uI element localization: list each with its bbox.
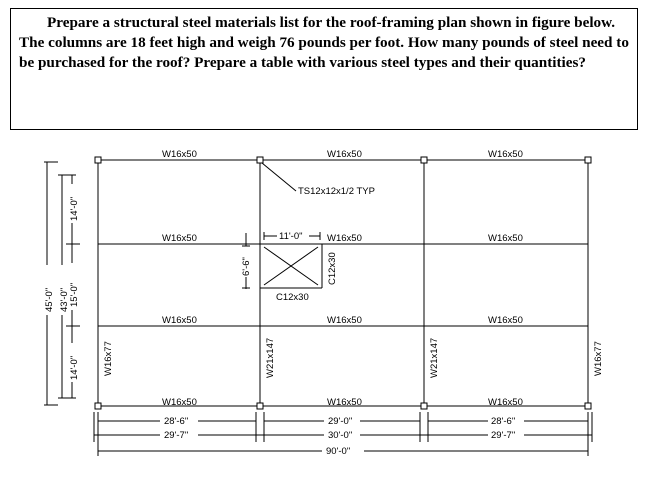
beam-label: W16x50 [327,149,362,160]
left-dim-bay3: 14'-0" [69,355,80,380]
girder-label: W16x77 [103,341,114,376]
beam-label: W16x50 [162,315,197,326]
column [95,157,101,163]
beam-label: W16x50 [162,149,197,160]
opening-height-dim: 6'-6" [241,257,252,276]
beam-label: W16x50 [327,233,362,244]
column [421,157,427,163]
column [95,403,101,409]
opening-width-dim: 11'-0" [279,231,303,242]
left-dim-overall: 45'-0" [44,287,55,312]
column-callout-leader [262,163,296,191]
girder-label: W21x147 [265,337,276,378]
bottom-dim: 28'-6" [164,416,189,427]
bottom-dim: 29'-7" [491,430,516,441]
opening-bottom-channel-label: C12x30 [276,292,309,303]
beam-label: W16x50 [162,233,197,244]
column [421,403,427,409]
girder-label: W21x147 [429,337,440,378]
beam-label: W16x50 [488,397,523,408]
bottom-dim-overall: 90'-0" [326,446,351,457]
beam-label: W16x50 [488,233,523,244]
bottom-dim: 29'-0" [328,416,353,427]
column-callout: TS12x12x1/2 TYP [298,186,375,197]
left-dim-inner: 43'-0" [59,287,70,312]
beam-label: W16x50 [488,149,523,160]
column [257,157,263,163]
bottom-dim: 28'-6" [491,416,516,427]
beam-label: W16x50 [488,315,523,326]
bottom-dim: 30'-0" [328,430,353,441]
problem-text: Prepare a structural steel materials list for the roof-framing plan shown in figure below. The columns are 18 feet high and weigh 76 pounds per foot. How many pounds of steel need to be purchased for the roof? Prepare a table with various steel types and their quantities? [19,14,629,71]
beam-label: W16x50 [327,315,362,326]
bottom-dim: 29'-7" [164,430,189,441]
column [585,157,591,163]
opening-side-channel-label: C12x30 [327,252,338,285]
girder-labels [103,338,604,378]
column [257,403,263,409]
column [585,403,591,409]
beam-label: W16x50 [327,397,362,408]
left-dim-bay1: 14'-0" [69,196,80,221]
beam-label: W16x50 [162,397,197,408]
left-dim-bay2: 15'-0" [69,282,80,307]
girder-label: W16x77 [593,341,604,376]
